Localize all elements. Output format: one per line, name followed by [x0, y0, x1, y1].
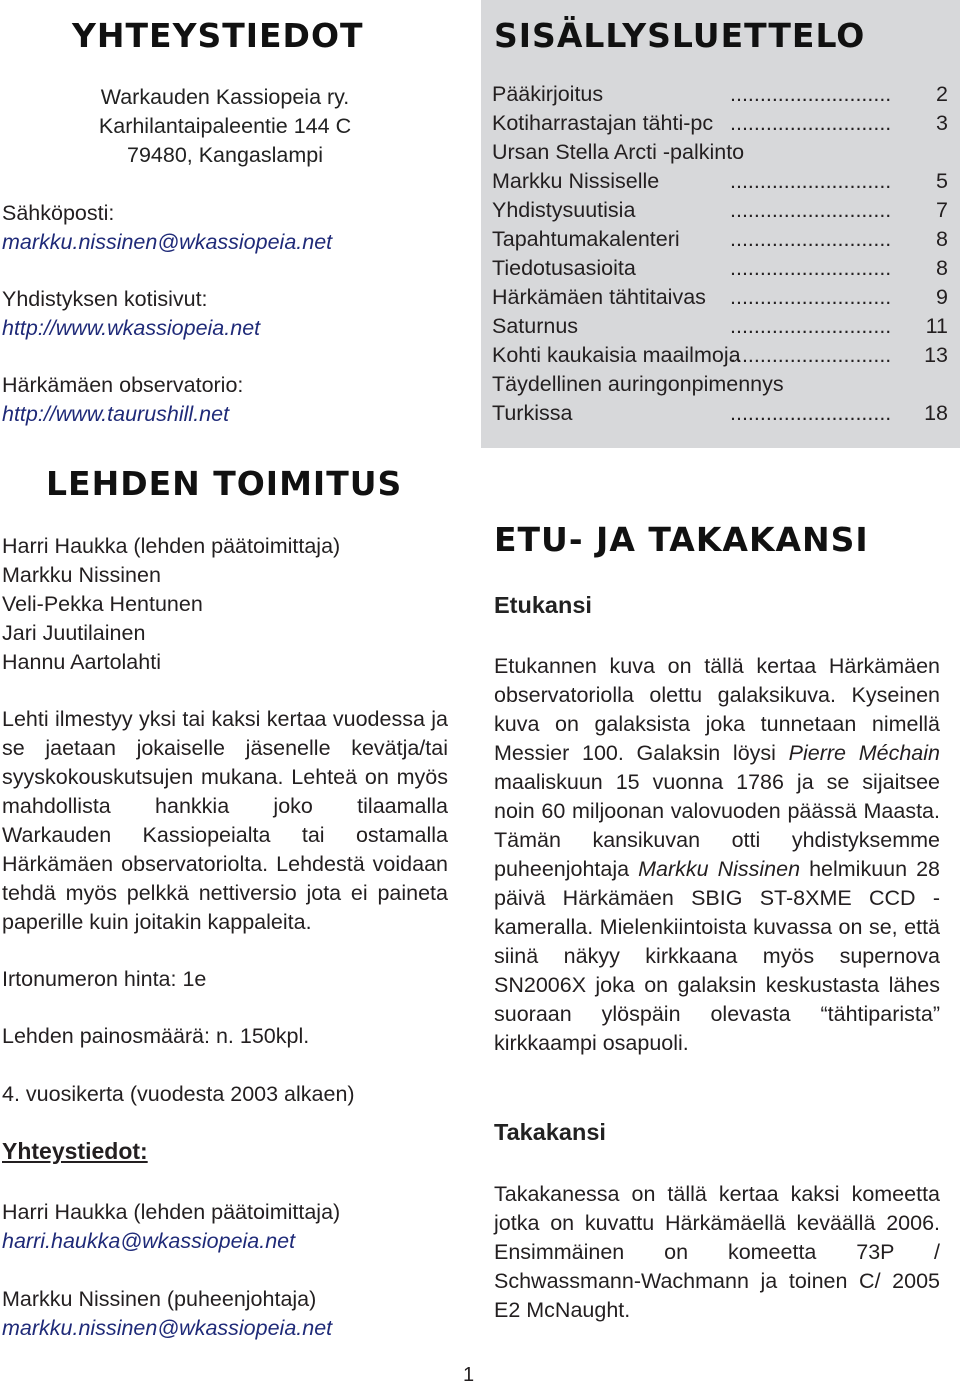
toc-page: 8	[936, 256, 948, 280]
toc-entry[interactable]	[492, 254, 948, 283]
contact2-name: Markku Nissinen (puheenjohtaja)	[2, 1287, 317, 1311]
price-text: Irtonumeron hinta: 1e	[2, 967, 207, 991]
toc-leader: ...........................	[730, 314, 892, 338]
toc-page: 13	[924, 343, 948, 367]
toc-heading: SISÄLLYSLUETTELO	[494, 16, 866, 55]
toc-leader: ...........................	[730, 169, 892, 193]
toc-page: 9	[936, 285, 948, 309]
contact-heading: YHTEYSTIEDOT	[72, 16, 364, 55]
front-cover-paragraph	[494, 652, 940, 1058]
toc-entry[interactable]	[492, 283, 948, 312]
toc-leader: ...........................	[730, 198, 892, 222]
observatory-label: Härkämäen observatorio:	[2, 373, 244, 397]
toc-title: Saturnus	[492, 314, 579, 338]
print-run-text: Lehden painosmäärä: n. 150kpl.	[2, 1024, 310, 1048]
toc-leader: ...........................	[730, 82, 892, 106]
toc-page: 8	[936, 227, 948, 251]
person-name: Pierre Méchain	[788, 741, 940, 765]
org-line: Warkauden Kassiopeia ry.	[100, 85, 350, 109]
email-label: Sähköposti:	[2, 201, 115, 225]
contact1-name: Harri Haukka (lehden päätoimittaja)	[2, 1200, 341, 1224]
organization-address	[0, 83, 450, 170]
editor-name: Veli-Pekka Hentunen	[2, 592, 203, 616]
toc-entry[interactable]	[492, 109, 948, 138]
toc-title: Pääkirjoitus	[492, 82, 604, 106]
toc-leader: ...........................	[730, 256, 892, 280]
observatory-link[interactable]: http://www.taurushill.net	[2, 402, 230, 426]
toc-leader: ...........................	[730, 401, 892, 425]
toc-page: 5	[936, 169, 948, 193]
homepage-label: Yhdistyksen kotisivut:	[2, 287, 208, 311]
contact1-email[interactable]: harri.haukka@wkassiopeia.net	[2, 1229, 296, 1253]
toc-page: 2	[936, 82, 948, 106]
editor-name: Markku Nissinen	[2, 563, 161, 587]
covers-heading: ETU- JA TAKAKANSI	[494, 520, 869, 559]
toc-page: 3	[936, 111, 948, 135]
toc-title: Kotiharrastajan tähti-pc	[492, 111, 714, 135]
org-line: Karhilantaipaleentie 144 C	[98, 114, 352, 138]
back-cover-paragraph: Takakanessa on tällä kertaa kaksi komeetta jotka on kuvattu Härkämäellä keväällä 2006. Ensimmäinen on komeetta 73P / Schwassmann-Wachmann ja toinen C/ 2005 E2 McNaught.	[494, 1182, 940, 1322]
toc-title-line: Täydellinen auringonpimennys	[492, 372, 784, 396]
toc-page: 18	[924, 401, 948, 425]
toc-title: Turkissa	[492, 401, 573, 425]
page-number: 1	[463, 1364, 475, 1386]
homepage-link[interactable]: http://www.wkassiopeia.net	[2, 316, 261, 340]
toc-entry[interactable]	[492, 225, 948, 254]
toc-page: 11	[925, 314, 948, 338]
toc-title: Yhdistysuutisia	[492, 198, 636, 222]
toc-title-line: Ursan Stella Arcti -palkinto	[492, 140, 745, 164]
table-of-contents	[492, 80, 948, 428]
toc-leader: ...........................	[730, 227, 892, 251]
publication-info-paragraph: Lehti ilmestyy yksi tai kaksi kertaa vuodessa ja se jaetaan jokaiselle jäsenelle kevätja/tai syyskokouskutsujen mukana. Lehteä on myös mahdollista hankkia joko tilaamalla Warkauden Kassiopeialta tai ostamalla Härkämäen observatoriolta. Lehdestä voidaan tehdä myös pelkkä nettiversio jota ei paineta paperille kuin joitakin kappaleita.	[2, 707, 448, 934]
toc-leader: ...........................	[730, 285, 892, 309]
toc-title: Markku Nissiselle	[492, 169, 660, 193]
front-text: maaliskuun 15 vuonna 1786 ja se sijaitsee noin 60 miljoonan valovuoden päässä Maasta. Tämän kansikuvan otti yhdistyksemme puheenjohtaja	[494, 770, 940, 881]
toc-title: Kohti kaukaisia maailmoja	[492, 343, 741, 367]
toc-entry[interactable]	[492, 196, 948, 225]
editorial-heading: LEHDEN TOIMITUS	[46, 464, 403, 503]
toc-title: Härkämäen tähtitaivas	[492, 285, 706, 309]
toc-page: 7	[936, 198, 948, 222]
toc-entry[interactable]	[492, 312, 948, 341]
editor-name: Harri Haukka (lehden päätoimittaja)	[2, 534, 341, 558]
editor-name: Hannu Aartolahti	[2, 650, 161, 674]
org-line: 79480, Kangaslampi	[126, 143, 324, 167]
toc-leader: ...........................	[730, 343, 892, 367]
editor-name: Jari Juutilainen	[2, 621, 146, 645]
toc-entry[interactable]	[492, 167, 948, 196]
toc-entry[interactable]	[492, 341, 948, 370]
editor-list	[2, 532, 340, 677]
toc-title: Tapahtumakalenteri	[492, 227, 680, 251]
front-cover-subheading: Etukansi	[494, 592, 592, 618]
email-link[interactable]: markku.nissinen@wkassiopeia.net	[2, 230, 333, 254]
toc-leader: ...........................	[730, 111, 892, 135]
back-cover-subheading: Takakansi	[494, 1119, 606, 1145]
contacts-subheading: Yhteystiedot:	[2, 1138, 148, 1164]
front-text: Etukannen kuva on tällä kertaa Härkämäen observatoriolla olettu galaksikuva. Kyseinen kuva on galaksista joka tunnetaan nimellä Messier 100. Galaksin löysi	[494, 654, 940, 765]
contact2-email[interactable]: markku.nissinen@wkassiopeia.net	[2, 1316, 333, 1340]
person-name: Markku Nissinen	[638, 857, 801, 881]
volume-text: 4. vuosikerta (vuodesta 2003 alkaen)	[2, 1082, 355, 1106]
toc-entry[interactable]	[492, 399, 948, 428]
front-text: helmikuun 28 päivä Härkämäen SBIG ST-8XME CCD -kameralla. Mielenkiintoista kuvassa on se, että siinä näkyy kirkkaana myös supernova SN2006X joka on galaksin keskustasta lähes suoraan ylöspäin olevasta “tähtiparista” kirkkaampi osapuoli.	[494, 857, 940, 1055]
toc-entry[interactable]	[492, 80, 948, 109]
toc-title: Tiedotusasioita	[492, 256, 636, 280]
